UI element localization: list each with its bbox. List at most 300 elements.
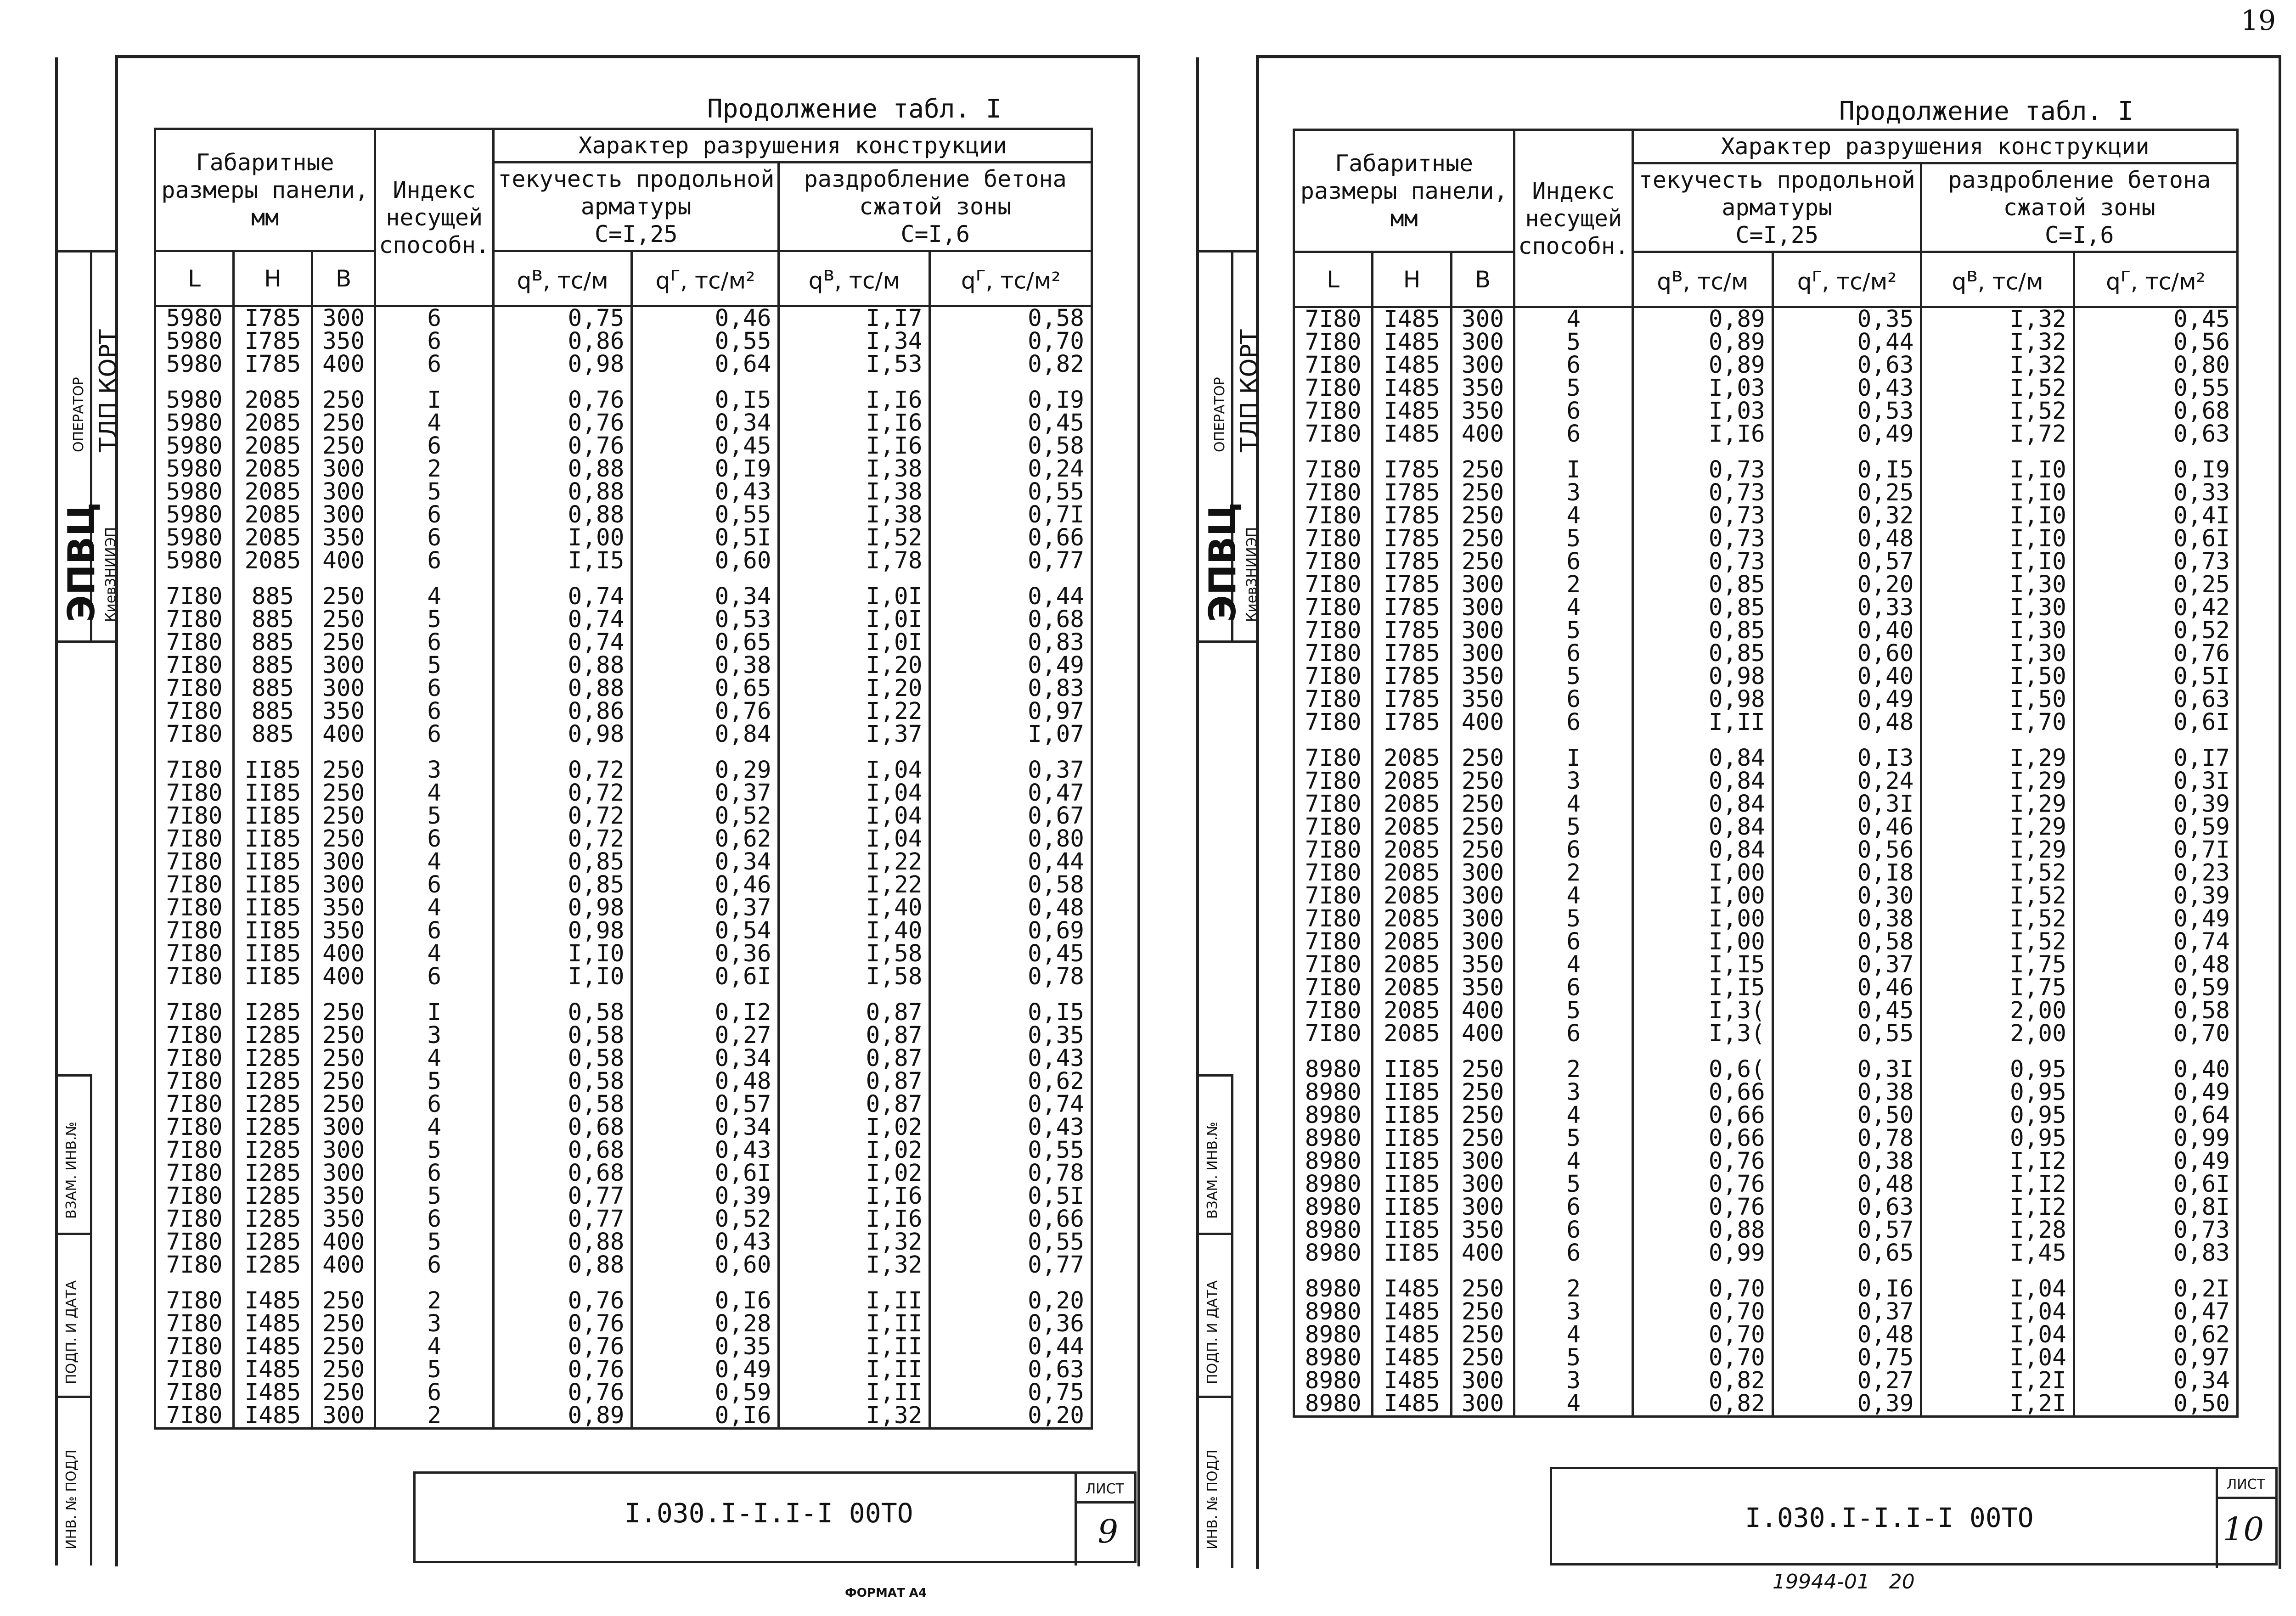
table-row [1294,688,2238,711]
table-row [155,1162,1092,1185]
cell-L: 8980 [1294,1196,1373,1219]
cell-qv-yield: 0,85 [1633,596,1773,619]
cell-qg-yield: 0,3I [1773,1058,1921,1081]
cell-index: 6 [375,828,494,851]
cell-qv-yield: 0,68 [494,1162,632,1185]
cell-B: 300 [1451,862,1514,885]
cell-qg-crush: 0,64 [2074,1104,2237,1127]
cell-index: 3 [1514,1081,1633,1104]
cell-qg-yield: 0,55 [632,330,779,353]
cell-qg-crush: 0,78 [930,965,1092,988]
cell-index: 6 [375,874,494,897]
cell-B: 300 [1451,1196,1514,1219]
cell-qg-crush: 0,80 [2074,354,2237,377]
table-row [1294,1058,2238,1081]
table-row [155,1139,1092,1162]
cell-B: 250 [312,435,375,458]
cell-qv-crush: I,30 [1921,573,2074,596]
table-row [1294,1127,2238,1150]
header-dimensions: Габаритные размеры панели, мм [1294,130,1514,252]
cell-qg-crush: 0,43 [930,1116,1092,1139]
cell-qg-yield: 0,46 [632,874,779,897]
cell-qg-yield: 0,I2 [632,1001,779,1024]
cell-qg-yield: 0,45 [1773,999,1921,1022]
cell-qv-crush: I,II [779,1290,930,1313]
cell-qg-crush: 0,83 [2074,1242,2237,1265]
cell-qv-crush: I,02 [779,1162,930,1185]
cell-H: II85 [233,851,312,874]
cell-B: 350 [312,700,375,723]
cell-qv-yield: I,00 [1633,862,1773,885]
cell-index: 4 [375,782,494,805]
cell-H: I485 [1373,307,1451,331]
cell-B: 350 [312,1185,375,1208]
cell-H: II85 [1373,1242,1451,1265]
title-block [1550,1467,2278,1566]
cell-H: I785 [1373,482,1451,505]
cell-qv-yield: 0,68 [494,1139,632,1162]
table-row [155,874,1092,897]
cell-index: 6 [1514,354,1633,377]
cell-qg-yield: 0,34 [632,1116,779,1139]
table-row [1294,1242,2238,1265]
cell-qv-yield: 0,88 [494,1231,632,1254]
cell-L: 7I80 [1294,862,1373,885]
cell-qv-yield: 0,88 [494,504,632,527]
cell-qg-yield: 0,35 [632,1335,779,1358]
cell-B: 250 [312,1093,375,1116]
cell-B: 350 [312,330,375,353]
cell-B: 300 [312,874,375,897]
cell-L: 5980 [155,306,234,331]
cell-qv-crush: I,30 [1921,642,2074,665]
cell-index: 5 [1514,665,1633,688]
cell-L: 8980 [1294,1058,1373,1081]
table-row [1294,908,2238,931]
table-row [155,353,1092,376]
cell-L: 7I80 [1294,954,1373,976]
cell-index: 5 [1514,1127,1633,1150]
cell-B: 300 [312,1139,375,1162]
table-row [1294,377,2238,400]
cell-B: 300 [1451,596,1514,619]
cell-qv-crush: I,0I [779,608,930,631]
cell-B: 400 [1451,1022,1514,1045]
cell-H: 2085 [233,550,312,572]
cell-qv-yield: 0,76 [1633,1196,1773,1219]
cell-qv-crush: I,20 [779,654,930,677]
table-row [1294,1022,2238,1045]
cell-H: I485 [1373,1324,1451,1347]
stamp-field-inv: ИНВ. № ПОДЛ [63,1449,79,1549]
cell-qg-crush: 0,66 [930,1208,1092,1231]
cell-index: 6 [1514,688,1633,711]
cell-qv-crush: 0,87 [779,1024,930,1047]
cell-qv-yield: 0,73 [1633,459,1773,482]
cell-qg-yield: 0,78 [1773,1127,1921,1150]
table-row [1294,839,2238,862]
cell-qg-yield: 0,48 [632,1070,779,1093]
cell-qv-crush: I,40 [779,920,930,943]
header-qg-yield: $q^г$, тс/м² [1773,252,1921,307]
cell-L: 7I80 [155,608,234,631]
cell-qg-yield: 0,40 [1773,619,1921,642]
cell-qg-yield: 0,57 [1773,550,1921,573]
cell-qg-yield: 0,57 [1773,1219,1921,1242]
cell-qg-yield: 0,58 [1773,931,1921,954]
cell-qg-crush: 0,75 [930,1381,1092,1404]
table-row [155,481,1092,504]
cell-qg-yield: 0,20 [1773,573,1921,596]
cell-qg-yield: 0,37 [1773,1301,1921,1324]
cell-H: 2085 [1373,816,1451,839]
cell-qv-crush: I,38 [779,458,930,481]
sheet-label: ЛИСТ [2226,1476,2265,1493]
cell-index: 6 [1514,1219,1633,1242]
cell-qv-yield: 0,73 [1633,527,1773,550]
cell-qg-crush: 0,67 [930,805,1092,828]
cell-qv-crush: I,I6 [779,435,930,458]
cell-L: 7I80 [155,897,234,920]
table-row [155,1208,1092,1231]
cell-qg-yield: 0,65 [632,631,779,654]
cell-qv-yield: 0,73 [1633,482,1773,505]
cell-L: 7I80 [1294,711,1373,734]
cell-qv-yield: 0,66 [1633,1127,1773,1150]
cell-qg-crush: 0,82 [930,353,1092,376]
title-block [413,1471,1137,1563]
cell-qg-yield: 0,24 [1773,770,1921,793]
cell-qg-crush: 0,69 [930,920,1092,943]
cell-qg-crush: 0,58 [2074,999,2237,1022]
cell-qg-crush: 0,97 [930,700,1092,723]
table-row [1294,862,2238,885]
cell-H: II85 [1373,1104,1451,1127]
cell-B: 250 [312,389,375,412]
cell-qv-yield: 0,76 [494,1335,632,1358]
table-row [1294,1392,2238,1417]
cell-qg-yield: 0,53 [632,608,779,631]
cell-index: 4 [1514,1392,1633,1417]
cell-L: 7I80 [155,1313,234,1335]
cell-B: 300 [312,481,375,504]
stamp-field-replace: ВЗАМ. ИНВ.№ [1204,1122,1221,1219]
cell-L: 7I80 [155,965,234,988]
org-main: ЭПВЦ [60,502,103,622]
cell-index: 5 [375,805,494,828]
cell-index: 4 [1514,885,1633,908]
cell-qg-yield: 0,63 [1773,354,1921,377]
table-row [155,677,1092,700]
cell-L: 8980 [1294,1278,1373,1301]
cell-H: 2085 [1373,954,1451,976]
cell-qv-crush: I,II [779,1358,930,1381]
cell-qv-yield: 0,70 [1633,1278,1773,1301]
cell-qg-crush: 0,49 [2074,908,2237,931]
header-index: Индекс несущей способн. [375,129,494,306]
cell-qg-crush: 0,45 [930,943,1092,965]
cell-index: 3 [375,759,494,782]
cell-H: I285 [233,1208,312,1231]
cell-index: 5 [375,1231,494,1254]
cell-qv-yield: 0,89 [1633,307,1773,331]
table-row [1294,1173,2238,1196]
cell-qg-yield: 0,28 [632,1313,779,1335]
cell-qg-crush: 0,20 [930,1290,1092,1313]
cell-L: 7I80 [155,1093,234,1116]
cell-B: 300 [1451,885,1514,908]
table-row [1294,505,2238,527]
format-label: ФОРМАТ А4 [845,1586,927,1600]
cell-qv-crush: I,52 [1921,885,2074,908]
cell-qg-yield: 0,25 [1773,482,1921,505]
cell-B: 400 [312,550,375,572]
cell-qv-yield: I,I5 [1633,976,1773,999]
cell-index: 6 [375,723,494,746]
cell-B: 300 [1451,1150,1514,1173]
cell-qv-yield: 0,98 [494,723,632,746]
cell-qv-crush: I,40 [779,897,930,920]
cell-H: I285 [233,1231,312,1254]
cell-qg-crush: 0,68 [2074,400,2237,423]
table-row [155,1185,1092,1208]
table-row [1294,1324,2238,1347]
cell-qg-crush: 0,33 [2074,482,2237,505]
cell-B: 400 [312,1254,375,1277]
cell-H: I785 [1373,573,1451,596]
cell-H: 2085 [1373,931,1451,954]
cell-L: 7I80 [1294,459,1373,482]
cell-qv-crush: I,I0 [1921,505,2074,527]
cell-L: 7I80 [1294,527,1373,550]
cell-B: 300 [1451,619,1514,642]
cell-qg-yield: 0,I5 [632,389,779,412]
cell-H: I485 [233,1404,312,1429]
cell-index: 4 [1514,954,1633,976]
cell-qv-crush: I,32 [779,1404,930,1429]
cell-qv-yield: I,I0 [494,943,632,965]
table-row [155,1358,1092,1381]
cell-index: 6 [1514,423,1633,446]
cell-L: 7I80 [1294,505,1373,527]
cell-qv-yield: 0,88 [494,654,632,677]
cell-index: 4 [1514,1150,1633,1173]
cell-B: 350 [312,920,375,943]
cell-H: I785 [1373,688,1451,711]
table-row [155,435,1092,458]
cell-qv-crush: I,I0 [1921,527,2074,550]
cell-B: 250 [312,828,375,851]
table-row [155,608,1092,631]
cell-L: 5980 [155,353,234,376]
cell-qv-crush: I,29 [1921,770,2074,793]
cell-qv-yield: 0,76 [494,1358,632,1381]
cell-L: 7I80 [1294,619,1373,642]
cell-qg-yield: 0,38 [1773,1081,1921,1104]
cell-qv-crush: I,70 [1921,711,2074,734]
cell-qg-crush: 0,73 [2074,1219,2237,1242]
cell-B: 300 [1451,331,1514,354]
cell-qv-yield: 0,89 [1633,331,1773,354]
table-row [1294,619,2238,642]
table-row [1294,747,2238,770]
cell-index: 2 [1514,1278,1633,1301]
cell-L: 7I80 [1294,885,1373,908]
cell-qv-yield: 0,77 [494,1208,632,1231]
cell-index: 6 [375,353,494,376]
cell-B: 350 [312,897,375,920]
cell-qg-yield: 0,39 [632,1185,779,1208]
cell-H: I285 [233,1185,312,1208]
cell-B: 300 [1451,642,1514,665]
cell-qg-crush: 0,55 [930,481,1092,504]
cell-L: 8980 [1294,1127,1373,1150]
cell-qg-crush: 0,78 [930,1162,1092,1185]
cell-L: 7I80 [155,1254,234,1277]
cell-H: 2085 [233,527,312,550]
cell-qv-crush: I,29 [1921,839,2074,862]
cell-L: 7I80 [155,805,234,828]
cell-qg-yield: 0,34 [632,585,779,608]
cell-L: 5980 [155,412,234,435]
cell-qv-crush: 0,87 [779,1001,930,1024]
header-qg-crush: $q^г$, тс/м² [930,251,1092,306]
cell-qv-crush: 2,00 [1921,1022,2074,1045]
table-row [1294,596,2238,619]
cell-L: 7I80 [155,1381,234,1404]
cell-H: II85 [1373,1127,1451,1150]
cell-qv-yield: 0,86 [494,330,632,353]
table-row [1294,642,2238,665]
sheet-number: 10 [2223,1510,2264,1548]
cell-qg-crush: 0,47 [930,782,1092,805]
table-row [155,1335,1092,1358]
cell-qg-crush: 0,73 [2074,550,2237,573]
table-row [155,723,1092,746]
cell-H: I485 [1373,1392,1451,1417]
table-row [1294,1347,2238,1369]
cell-B: 350 [1451,1219,1514,1242]
corner-sheet-number: 19 [2241,5,2276,37]
cell-H: 2085 [233,389,312,412]
table-row [155,306,1092,331]
cell-index: 5 [1514,527,1633,550]
cell-qv-crush: I,52 [1921,862,2074,885]
cell-B: 250 [312,759,375,782]
cell-B: 250 [312,1070,375,1093]
cell-qg-crush: 0,58 [930,306,1092,331]
cell-qg-yield: 0,29 [632,759,779,782]
cell-qv-crush: I,37 [779,723,930,746]
header-B: B [1451,252,1514,307]
cell-index: I [1514,459,1633,482]
cell-qv-yield: I,00 [1633,931,1773,954]
cell-H: II85 [233,782,312,805]
cell-qg-crush: 0,99 [2074,1127,2237,1150]
cell-qv-crush: I,04 [1921,1347,2074,1369]
cell-qv-crush: I,0I [779,585,930,608]
cell-qg-yield: 0,I6 [632,1290,779,1313]
cell-L: 7I80 [1294,400,1373,423]
cell-index: 6 [1514,976,1633,999]
cell-qg-crush: 0,63 [2074,688,2237,711]
cell-L: 7I80 [1294,908,1373,931]
cell-qg-yield: 0,84 [632,723,779,746]
cell-qg-crush: 0,77 [930,1254,1092,1277]
cell-index: 6 [375,965,494,988]
cell-qg-crush: 0,45 [2074,307,2237,331]
cell-B: 400 [1451,999,1514,1022]
cell-qg-yield: 0,62 [632,828,779,851]
cell-B: 400 [1451,1242,1514,1265]
cell-qv-yield: I,3( [1633,1022,1773,1045]
table-continuation-title: Продолжение табл. I [707,94,1002,124]
cell-H: I785 [1373,550,1451,573]
cell-qg-yield: 0,3I [1773,793,1921,816]
cell-qv-crush: I,30 [1921,619,2074,642]
cell-L: 7I80 [155,1358,234,1381]
cell-qg-yield: 0,55 [632,504,779,527]
operator-label: ОПЕРАТОР [71,377,87,452]
cell-qg-yield: 0,57 [632,1093,779,1116]
operator-name: ТЛП КОРТ [95,329,122,452]
cell-qv-yield: 0,85 [1633,642,1773,665]
table-row [155,1001,1092,1024]
cell-qv-crush: I,22 [779,700,930,723]
cell-qv-crush: I,04 [1921,1301,2074,1324]
cell-qv-yield: 0,70 [1633,1347,1773,1369]
cell-H: II85 [1373,1081,1451,1104]
cell-index: 4 [1514,1104,1633,1127]
cell-L: 5980 [155,504,234,527]
cell-L: 7I80 [155,1185,234,1208]
cell-qv-yield: 0,84 [1633,770,1773,793]
table-row [1294,354,2238,377]
cell-qg-crush: 0,43 [930,1047,1092,1070]
sheet-number: 9 [1097,1513,1118,1550]
cell-qv-crush: I,29 [1921,793,2074,816]
cell-qv-crush: I,52 [1921,377,2074,400]
cell-qg-crush: 0,63 [930,1358,1092,1381]
cell-qg-yield: 0,44 [1773,331,1921,354]
cell-qv-crush: I,22 [779,851,930,874]
table-row [1294,1278,2238,1301]
cell-L: 5980 [155,458,234,481]
cell-L: 7I80 [1294,482,1373,505]
cell-qv-yield: I,00 [1633,908,1773,931]
cell-qv-crush: 2,00 [1921,999,2074,1022]
stamp-column [55,57,122,1566]
cell-qg-crush: 0,83 [930,677,1092,700]
cell-L: 8980 [1294,1173,1373,1196]
table-row [155,1254,1092,1277]
cell-B: 250 [312,805,375,828]
cell-B: 250 [1451,839,1514,862]
cell-qg-yield: 0,56 [1773,839,1921,862]
cell-qv-yield: 0,88 [494,481,632,504]
cell-index: 6 [375,677,494,700]
stamp-column [1196,57,1263,1568]
cell-qg-crush: 0,48 [930,897,1092,920]
cell-qg-yield: 0,52 [632,1208,779,1231]
table-row [155,943,1092,965]
cell-qv-crush: I,II [779,1381,930,1404]
cell-L: 7I80 [1294,354,1373,377]
cell-L: 7I80 [155,677,234,700]
cell-qg-crush: 0,68 [930,608,1092,631]
cell-index: 6 [375,631,494,654]
cell-H: I785 [1373,459,1451,482]
